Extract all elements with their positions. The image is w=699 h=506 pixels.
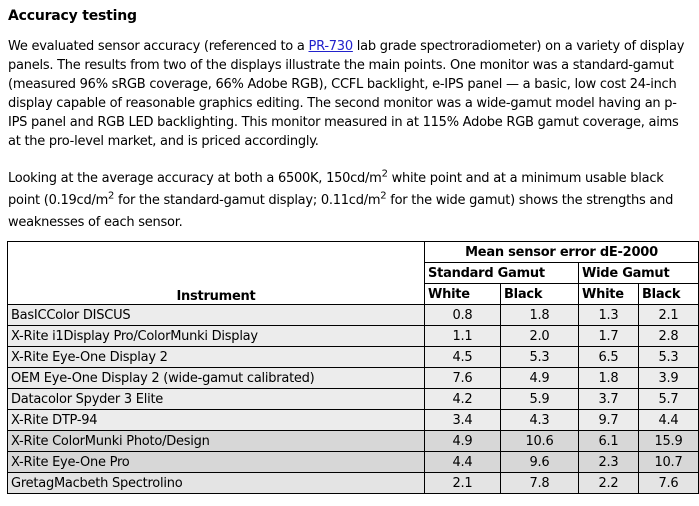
std-black-value: 4.3 (501, 410, 579, 431)
wide-black-value: 5.3 (639, 347, 699, 368)
instrument-cell: BasICColor DISCUS (8, 305, 425, 326)
instrument-cell: OEM Eye-One Display 2 (wide-gamut calibrated) (8, 368, 425, 389)
wide-black-value: 2.1 (639, 305, 699, 326)
table-header-standard-black: Black (501, 284, 579, 305)
table-header-mean-sensor-error: Mean sensor error dE-2000 (425, 242, 699, 263)
intro-text-after-link: lab grade spectroradiometer) on a variety of display panels. The results from two of the displays illustrate the main points. One monitor was a standard-gamut (measured 96% sRGB coverage, 66% Adobe RGB), CCFL backlight, e-IPS panel — a basic, low cost 24-inch display capable of reasonable graphics editing. The second monitor was a wide-gamut model having an p-IPS panel and RGB LED backlighting. This monitor measured in at 115% Adobe RGB gamut coverage, aims at the pro-level market, and is priced accordingly. (8, 39, 685, 149)
sensor-accuracy-table (7, 241, 699, 494)
table-row (8, 347, 699, 368)
wide-black-value: 3.9 (639, 368, 699, 389)
wide-black-value: 10.7 (639, 452, 699, 473)
std-black-value: 7.8 (501, 473, 579, 494)
std-black-value: 5.9 (501, 389, 579, 410)
table-row (8, 452, 699, 473)
table-header-wide-gamut: Wide Gamut (579, 263, 699, 284)
std-white-value: 4.9 (425, 431, 501, 452)
instrument-cell: GretagMacbeth Spectrolino (8, 473, 425, 494)
analysis-text-1: Looking at the average accuracy at both a 6500K, 150cd/m (8, 171, 382, 186)
wide-white-value: 2.3 (579, 452, 639, 473)
table-header-standard-gamut: Standard Gamut (425, 263, 579, 284)
analysis-paragraph (8, 168, 693, 234)
wide-black-value: 2.8 (639, 326, 699, 347)
table-row (8, 326, 699, 347)
table-row (8, 410, 699, 431)
wide-white-value: 1.8 (579, 368, 639, 389)
table-header-wide-black: Black (639, 284, 699, 305)
table-row (8, 305, 699, 326)
std-black-value: 10.6 (501, 431, 579, 452)
wide-white-value: 1.3 (579, 305, 639, 326)
instrument-cell: X-Rite DTP-94 (8, 410, 425, 431)
wide-black-value: 4.4 (639, 410, 699, 431)
intro-text-before-link: We evaluated sensor accuracy (referenced to a (8, 39, 309, 54)
wide-black-value: 5.7 (639, 389, 699, 410)
table-row (8, 473, 699, 494)
std-white-value: 4.4 (425, 452, 501, 473)
superscript-2: 2 (108, 190, 115, 202)
table-header-standard-white: White (425, 284, 501, 305)
instrument-cell: Datacolor Spyder 3 Elite (8, 389, 425, 410)
table-header-wide-white: White (579, 284, 639, 305)
pr730-link[interactable]: PR-730 (308, 39, 353, 54)
analysis-text-4: for the wide gamut) shows the strengths and weaknesses of each sensor. (8, 193, 674, 230)
std-white-value: 4.5 (425, 347, 501, 368)
std-black-value: 5.3 (501, 347, 579, 368)
wide-white-value: 1.7 (579, 326, 639, 347)
wide-white-value: 9.7 (579, 410, 639, 431)
std-white-value: 4.2 (425, 389, 501, 410)
wide-white-value: 3.7 (579, 389, 639, 410)
std-black-value: 2.0 (501, 326, 579, 347)
instrument-cell: X-Rite ColorMunki Photo/Design (8, 431, 425, 452)
table-row (8, 431, 699, 452)
superscript-2: 2 (381, 168, 388, 180)
std-white-value: 2.1 (425, 473, 501, 494)
wide-black-value: 15.9 (639, 431, 699, 452)
instrument-cell: X-Rite Eye-One Pro (8, 452, 425, 473)
std-black-value: 4.9 (501, 368, 579, 389)
table-header-instrument: Instrument (8, 242, 425, 305)
std-white-value: 7.6 (425, 368, 501, 389)
analysis-text-3: for the standard-gamut display; 0.11cd/m (114, 193, 381, 208)
instrument-cell: X-Rite Eye-One Display 2 (8, 347, 425, 368)
wide-white-value: 6.1 (579, 431, 639, 452)
wide-white-value: 6.5 (579, 347, 639, 368)
std-white-value: 1.1 (425, 326, 501, 347)
instrument-cell: X-Rite i1Display Pro/ColorMunki Display (8, 326, 425, 347)
table-header-row-main (8, 242, 699, 263)
std-black-value: 9.6 (501, 452, 579, 473)
section-heading: Accuracy testing (8, 8, 137, 24)
std-white-value: 3.4 (425, 410, 501, 431)
std-black-value: 1.8 (501, 305, 579, 326)
table-row (8, 368, 699, 389)
analysis-text-2: white point and at a minimum usable black point (0.19cd/m (8, 171, 664, 208)
superscript-2: 2 (380, 190, 387, 202)
intro-paragraph (8, 37, 693, 151)
wide-white-value: 2.2 (579, 473, 639, 494)
std-white-value: 0.8 (425, 305, 501, 326)
wide-black-value: 7.6 (639, 473, 699, 494)
table-row (8, 389, 699, 410)
